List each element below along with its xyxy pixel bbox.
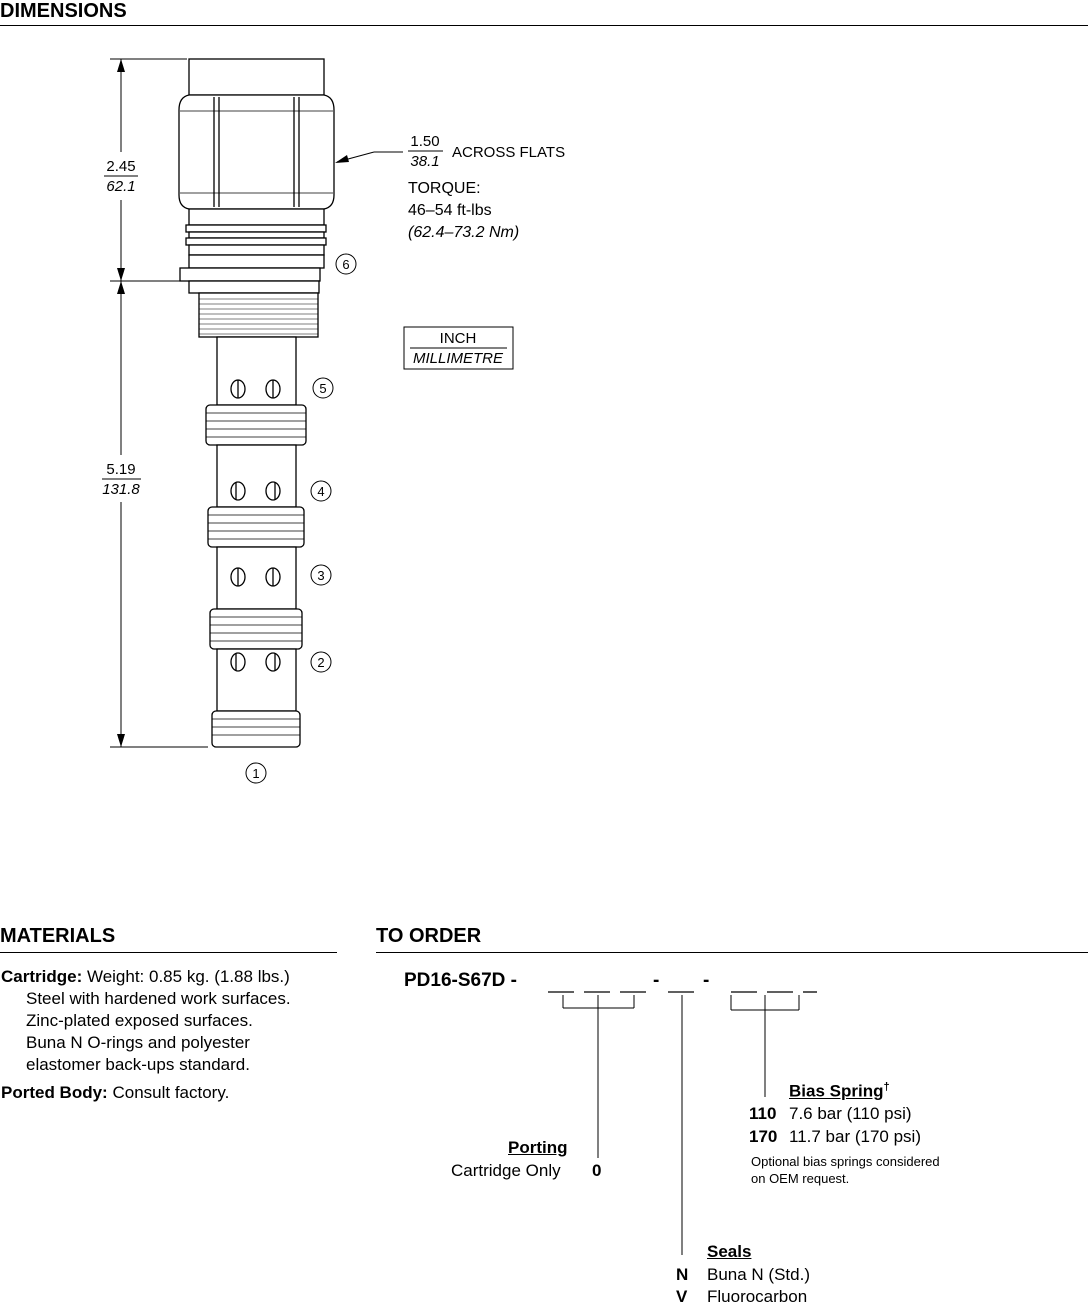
materials-line: Buna N O-rings and polyester — [26, 1033, 250, 1052]
ported-body-label: Ported Body: — [1, 1083, 108, 1102]
port-5-label: 5 — [319, 381, 327, 396]
porting-option-text: Cartridge Only — [451, 1161, 561, 1180]
dimensions-title: DIMENSIONS — [0, 0, 127, 22]
upper-dim-inch: 2.45 — [106, 158, 136, 175]
bias-spring-code-110: 110 — [749, 1104, 777, 1123]
materials-block — [1, 966, 291, 1104]
bias-spring-heading — [789, 1081, 890, 1102]
to-order-rule — [376, 952, 1088, 953]
arrow-head — [117, 59, 125, 72]
seals-title: Seals — [707, 1242, 752, 1261]
bias-spring-text-110: 7.6 bar (110 psi) — [789, 1104, 912, 1123]
lower-dim-inch: 5.19 — [106, 461, 136, 478]
seals-text-v: Fluorocarbon — [707, 1287, 808, 1306]
upper-dim-mm: 62.1 — [106, 178, 136, 195]
arrow-head — [117, 268, 125, 281]
ported-body-text: Consult factory. — [107, 1083, 230, 1102]
materials-title: MATERIALS — [0, 925, 116, 947]
port-2-label: 2 — [317, 655, 325, 670]
port-6-label: 6 — [342, 257, 350, 272]
hex-across-flats: ACROSS FLATS — [452, 144, 566, 161]
cartridge-label: Cartridge: — [1, 967, 83, 986]
porting-option-code: 0 — [592, 1161, 602, 1180]
units-millimetre: MILLIMETRE — [412, 350, 504, 367]
bias-spring-code-170: 170 — [749, 1127, 778, 1146]
torque-label: TORQUE: — [408, 180, 481, 197]
materials-line: Zinc-plated exposed surfaces. — [26, 1011, 253, 1030]
order-dash-2: - — [703, 970, 710, 991]
lower-dim-mm: 131.8 — [102, 481, 140, 498]
hex-dim-inch: 1.50 — [410, 133, 440, 150]
ported-body-line — [1, 1082, 291, 1104]
porting-title: Porting — [508, 1138, 568, 1157]
bias-spring-text-170: 11.7 bar (170 psi) — [789, 1127, 921, 1146]
cartridge-valve — [179, 59, 334, 747]
seals-text-n: Buna N (Std.) — [707, 1265, 810, 1284]
to-order-title: TO ORDER — [376, 925, 482, 947]
materials-rule — [0, 952, 337, 953]
bias-spring-note-2: on OEM request. — [751, 1171, 850, 1186]
order-model-code: PD16-S67D - — [404, 970, 517, 991]
port-3-label: 3 — [317, 568, 325, 583]
arrow-head — [117, 734, 125, 747]
port-1-label: 1 — [252, 766, 260, 781]
torque-ftlbs: 46–54 ft-lbs — [408, 202, 492, 219]
units-inch: INCH — [439, 330, 477, 347]
torque-nm: (62.4–73.2 Nm) — [408, 224, 520, 241]
seals-code-v: V — [676, 1287, 688, 1306]
order-dash-1: - — [653, 970, 660, 991]
bias-spring-note-1: Optional bias springs considered — [751, 1154, 940, 1169]
port-4-label: 4 — [317, 484, 325, 499]
materials-line: elastomer back-ups standard. — [26, 1055, 250, 1074]
materials-line: Steel with hardened work surfaces. — [26, 989, 291, 1008]
order-code-bracket-diagram — [540, 985, 820, 1260]
seals-code-n: N — [676, 1265, 689, 1284]
cartridge-weight: Weight: 0.85 kg. (1.88 lbs.) — [82, 967, 290, 986]
arrow-head — [117, 281, 125, 294]
hex-dim-mm: 38.1 — [410, 153, 440, 170]
cartridge-weight-line — [1, 966, 291, 988]
bias-spring-title: Bias Spring — [789, 1081, 884, 1101]
hex-leader-arrow — [335, 155, 349, 163]
bias-spring-dagger: † — [883, 1081, 890, 1093]
